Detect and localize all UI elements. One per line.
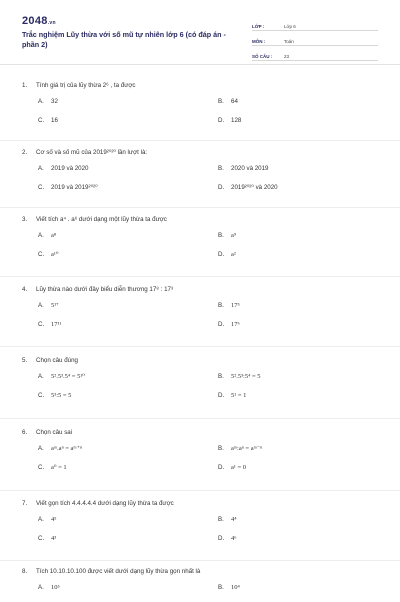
answer-option-b[interactable] <box>202 444 382 454</box>
options-row <box>22 391 382 401</box>
question <box>22 428 382 482</box>
option-letter: D. <box>218 117 225 124</box>
answer-option-a[interactable] <box>22 372 202 382</box>
option-letter: D. <box>218 392 225 399</box>
answer-options <box>22 444 382 473</box>
option-text: 17⁵ <box>231 302 240 309</box>
question <box>22 148 382 202</box>
question-text <box>22 285 382 295</box>
answer-option-a[interactable] <box>22 301 202 311</box>
option-text: a⁸ <box>51 232 57 239</box>
option-letter: A. <box>38 584 44 591</box>
question-number: 7. <box>22 500 28 507</box>
question-text <box>22 499 382 509</box>
answer-option-d[interactable] <box>202 463 382 473</box>
option-letter: C. <box>38 392 45 399</box>
option-letter: B. <box>218 232 224 239</box>
options-row <box>22 116 382 126</box>
option-text: a⁰ = 1 <box>51 464 67 471</box>
meta-value: Toán <box>284 39 294 44</box>
option-letter: A. <box>38 98 44 105</box>
question-text <box>22 148 382 158</box>
question-body: Lũy thừa nào dưới đây biểu diễn thương 17⁸ : 17³ <box>36 286 174 293</box>
option-text: 4³ <box>51 535 57 542</box>
question-number: 1. <box>22 82 28 89</box>
question-text <box>22 356 382 366</box>
question-divider <box>0 346 400 347</box>
answer-option-a[interactable] <box>22 97 202 107</box>
options-row <box>22 372 382 382</box>
question-body: Cơ số và số mũ của 2019²⁰²⁰ lần lượt là: <box>36 149 148 156</box>
option-text: 5².5³:5⁴ = 5 <box>231 373 261 380</box>
option-text: 5¹ = 1 <box>231 392 247 399</box>
meta-row-class <box>252 18 378 31</box>
answer-option-d[interactable] <box>202 391 382 401</box>
question-divider <box>0 276 400 277</box>
option-text: 4⁴ <box>231 516 237 523</box>
meta-row-subject <box>252 33 378 46</box>
option-text: a¹⁰ <box>51 251 59 258</box>
answer-option-b[interactable] <box>202 164 382 174</box>
answer-option-b[interactable] <box>202 515 382 525</box>
answer-option-b[interactable] <box>202 372 382 382</box>
option-letter: D. <box>218 184 225 191</box>
option-text: 2019²⁰²⁰ và 2020 <box>231 184 278 191</box>
options-row <box>22 164 382 174</box>
meta-value: 23 <box>284 54 290 59</box>
options-row <box>22 97 382 107</box>
question-number: 8. <box>22 568 28 575</box>
options-row <box>22 583 382 593</box>
option-text: 16 <box>51 117 58 124</box>
question-number: 5. <box>22 357 28 364</box>
option-letter: B. <box>218 373 224 380</box>
option-letter: B. <box>218 516 224 523</box>
answer-option-a[interactable] <box>22 164 202 174</box>
option-letter: C. <box>38 117 45 124</box>
option-text: 128 <box>231 117 242 124</box>
question-body: Chọn câu đúng <box>36 357 78 364</box>
question <box>22 567 382 602</box>
answer-option-d[interactable] <box>202 250 382 260</box>
option-letter: B. <box>218 302 224 309</box>
answer-option-b[interactable] <box>202 97 382 107</box>
answer-options <box>22 164 382 193</box>
question-text <box>22 81 382 91</box>
meta-row-count <box>252 48 378 61</box>
question <box>22 499 382 553</box>
option-text: a⁹ <box>231 232 237 239</box>
question-divider <box>0 207 400 208</box>
option-text: 5¹⁷ <box>51 302 59 309</box>
meta-key: MÔN : <box>252 39 266 44</box>
option-text: aᵐ.aⁿ = aᵐ⁺ⁿ <box>51 445 83 452</box>
question-text <box>22 567 382 577</box>
options-row <box>22 301 382 311</box>
option-text: 4⁵ <box>51 516 57 523</box>
option-letter: C. <box>38 464 45 471</box>
option-text: 64 <box>231 98 238 105</box>
answer-option-d[interactable] <box>202 320 382 330</box>
options-row <box>22 183 382 193</box>
options-row <box>22 515 382 525</box>
question <box>22 285 382 339</box>
option-text: 17¹¹ <box>51 321 62 328</box>
question-divider <box>0 140 400 141</box>
option-text: 2020 và 2019 <box>231 165 269 172</box>
answer-options <box>22 372 382 401</box>
option-letter: A. <box>38 516 44 523</box>
answer-option-c[interactable] <box>22 534 202 544</box>
option-text: 5³:5 = 5 <box>51 392 72 399</box>
question-body: Chọn câu sai <box>36 429 73 436</box>
answer-option-c[interactable] <box>22 183 202 193</box>
question-divider <box>0 418 400 419</box>
option-text: 2019 và 2019²⁰²⁰ <box>51 184 98 191</box>
options-row <box>22 444 382 454</box>
option-text: a² <box>231 251 236 258</box>
option-letter: D. <box>218 321 225 328</box>
option-letter: A. <box>38 302 44 309</box>
question-divider <box>0 490 400 491</box>
logo-tld: .vn <box>47 20 56 26</box>
option-letter: B. <box>218 584 224 591</box>
question-text <box>22 215 382 225</box>
option-letter: C. <box>38 251 45 258</box>
answer-option-a[interactable] <box>22 444 202 454</box>
quiz-meta <box>252 18 378 63</box>
option-text: a¹ = 0 <box>231 464 246 471</box>
option-letter: D. <box>218 535 225 542</box>
option-text: 10⁴ <box>231 584 240 591</box>
question <box>22 356 382 410</box>
options-row <box>22 250 382 260</box>
question-body: Viết gọn tích 4.4.4.4.4 dưới dạng lũy thừa ta được <box>36 500 174 507</box>
option-letter: C. <box>38 321 45 328</box>
option-text: 4⁶ <box>231 535 237 542</box>
option-letter: C. <box>38 184 45 191</box>
answer-option-a[interactable] <box>22 231 202 241</box>
option-text: 5².5³.5⁴ = 5¹⁰ <box>51 373 85 380</box>
option-text: 32 <box>51 98 58 105</box>
answer-option-d[interactable] <box>202 183 382 193</box>
answer-option-d[interactable] <box>202 116 382 126</box>
page-header <box>0 0 400 64</box>
options-row <box>22 320 382 330</box>
answer-option-b[interactable] <box>202 231 382 241</box>
option-letter: C. <box>38 535 45 542</box>
question <box>22 215 382 269</box>
answer-options <box>22 301 382 330</box>
option-letter: A. <box>38 232 44 239</box>
answer-option-c[interactable] <box>22 320 202 330</box>
option-letter: B. <box>218 98 224 105</box>
options-row <box>22 463 382 473</box>
question-body: Viết tích a⁴ . a⁶ dưới dạng một lũy thừa ta được <box>36 216 167 223</box>
site-logo[interactable] <box>22 15 56 27</box>
meta-key: LỚP : <box>252 24 265 29</box>
option-text: 2019 và 2020 <box>51 165 89 172</box>
logo-main: 2048 <box>22 15 48 27</box>
header-divider <box>0 64 400 65</box>
option-text: 10⁵ <box>51 584 60 591</box>
question-text <box>22 428 382 438</box>
meta-key: SỐ CÂU : <box>252 54 273 59</box>
option-text: 17⁶ <box>231 321 240 328</box>
answer-option-b[interactable] <box>202 301 382 311</box>
option-letter: A. <box>38 165 44 172</box>
option-letter: A. <box>38 373 44 380</box>
option-letter: B. <box>218 165 224 172</box>
answer-option-c[interactable] <box>22 391 202 401</box>
answer-option-c[interactable] <box>22 116 202 126</box>
question-number: 4. <box>22 286 28 293</box>
answer-option-a[interactable] <box>22 583 202 593</box>
question-body: Tích 10.10.10.100 được viết dưới dạng lũy thừa gọn nhất là <box>36 568 201 575</box>
answer-option-b[interactable] <box>202 583 382 593</box>
options-row <box>22 231 382 241</box>
option-text: aᵐ:aⁿ = aᵐ⁻ⁿ <box>231 445 263 452</box>
option-letter: D. <box>218 251 225 258</box>
answer-options <box>22 231 382 260</box>
page-title: Trắc nghiệm Lũy thừa với số mũ tự nhiên lớp 6 (có đáp án - phần 2) <box>22 30 226 49</box>
question-number: 6. <box>22 429 28 436</box>
question-number: 3. <box>22 216 28 223</box>
question-divider <box>0 560 400 561</box>
answer-option-d[interactable] <box>202 534 382 544</box>
answer-options <box>22 583 382 593</box>
question-number: 2. <box>22 149 28 156</box>
meta-value: Lớp 6 <box>284 24 296 29</box>
question-body: Tính giá trị của lũy thừa 2⁶ , ta được <box>36 82 136 89</box>
answer-options <box>22 97 382 126</box>
question <box>22 81 382 135</box>
option-letter: A. <box>38 445 44 452</box>
option-letter: D. <box>218 464 225 471</box>
answer-option-c[interactable] <box>22 463 202 473</box>
options-row <box>22 534 382 544</box>
answer-option-a[interactable] <box>22 515 202 525</box>
option-letter: B. <box>218 445 224 452</box>
answer-option-c[interactable] <box>22 250 202 260</box>
answer-options <box>22 515 382 544</box>
